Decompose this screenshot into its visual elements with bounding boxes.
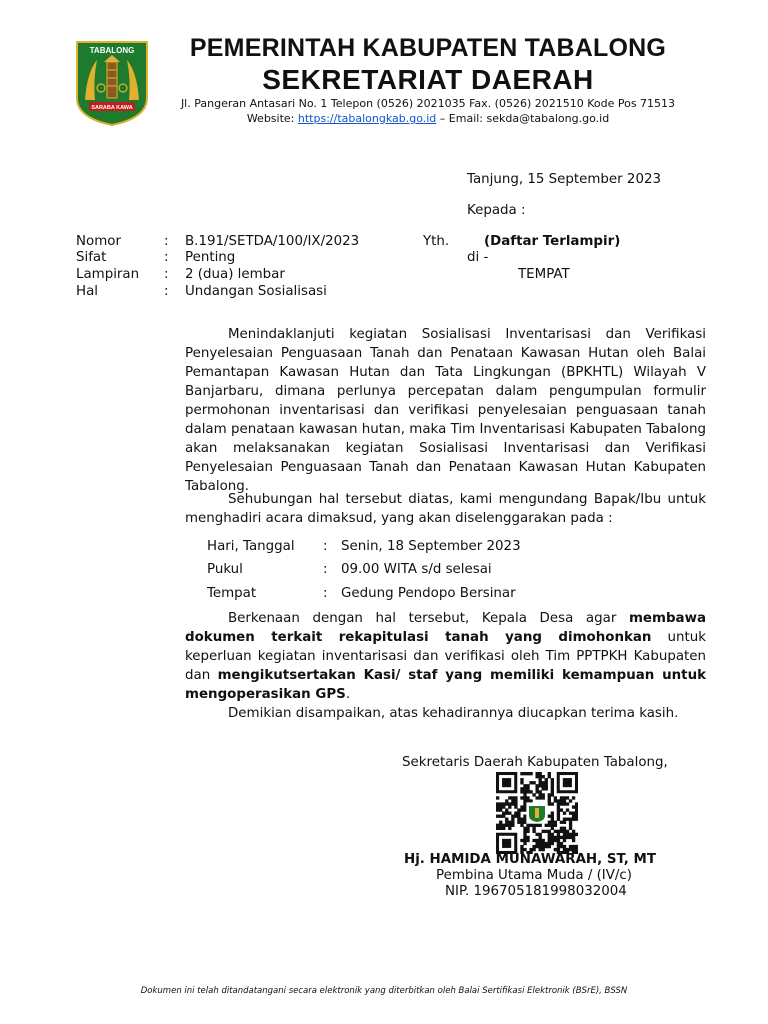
recipient-yth: Yth. — [423, 234, 450, 249]
signatory-name: Hj. HAMIDA MUNAWARAH, ST, MT — [404, 852, 656, 867]
p2-line: Sehubungan hal tersebut diatas, kami mengundang Bapak/Ibu untuk — [228, 492, 706, 507]
p3-bold: mengoperasikan GPS — [185, 687, 346, 702]
meta-hal-value: Undangan Sosialisasi — [185, 284, 327, 299]
to-label: Kepada : — [467, 203, 526, 218]
signature-title: Sekretaris Daerah Kabupaten Tabalong, — [402, 755, 668, 770]
detail-place-label: Tempat — [207, 586, 257, 601]
meta-lampiran-colon: : — [164, 267, 169, 282]
p1-line: Banjarbaru, dimana perlunya percepatan dalam pengumpulan formulir — [185, 384, 706, 399]
letterhead-line-1: PEMERINTAH KABUPATEN TABALONG — [189, 34, 667, 62]
p1-line: Penyelesaian Penguasaan Tanah dan Penataan Kawasan Hutan Kabupaten — [185, 460, 706, 475]
logo-text: TABALONG — [89, 46, 135, 55]
tabalong-logo — [75, 40, 149, 126]
p3-bold: mengikutsertakan Kasi/ staf yang memiliki kemampuan untuk — [217, 668, 707, 683]
p1-line: permohonan inventarisasi dan verifikasi penyelesaian penguasaan tanah — [185, 403, 706, 418]
paragraph-2 — [185, 490, 706, 528]
p1-line: akan melaksanakan kegiatan Sosialisasi Inventarisasi dan Verifikasi — [185, 441, 706, 456]
p3-text: keperluan kegiatan inventarisasi dan verifikasi oleh Tim PPTPKH Kabupaten — [185, 649, 706, 664]
meta-hal-colon: : — [164, 284, 169, 299]
letterhead-address: Jl. Pangeran Antasari No. 1 Telepon (0526) 2021035 Fax. (0526) 2021510 Kode Pos 71513 — [180, 97, 676, 110]
detail-place-colon: : — [323, 586, 328, 601]
p1-line: Pemantapan Kawasan Hutan dan Tata Lingkungan (BPKHTL) Wilayah V — [185, 365, 706, 380]
detail-time-label: Pukul — [207, 562, 243, 577]
logo-banner: SARABA KAWA — [91, 105, 133, 111]
meta-sifat-label: Sifat — [76, 250, 107, 265]
p1-line: Tabalong. — [185, 479, 250, 494]
detail-day-colon: : — [323, 539, 328, 554]
detail-day-label: Hari, Tanggal — [207, 539, 295, 554]
meta-sifat-colon: : — [164, 250, 169, 265]
detail-time-colon: : — [323, 562, 328, 577]
qr-code — [496, 772, 578, 854]
email-text: – Email: sekda@tabalong.go.id — [436, 112, 610, 125]
recipient-name: (Daftar Terlampir) — [484, 234, 621, 249]
meta-nomor-colon: : — [164, 234, 169, 249]
detail-time-value: 09.00 WITA s/d selesai — [341, 562, 492, 577]
p3-bold: membawa — [628, 611, 706, 626]
p1-line: dalam penataan kawasan hutan, maka Tim Inventarisasi Kabupaten Tabalong — [185, 422, 706, 437]
meta-hal-label: Hal — [76, 284, 98, 299]
meta-nomor-label: Nomor — [76, 234, 121, 249]
recipient-place: TEMPAT — [518, 267, 570, 282]
p3-bold: dokumen terkait rekapitulasi tanah yang dimohonkan — [185, 630, 652, 645]
paragraph-1 — [185, 325, 706, 496]
p3-text: Berkenaan dengan hal tersebut, Kepala Desa agar — [228, 611, 629, 626]
meta-sifat-value: Penting — [185, 250, 236, 265]
signatory-nip: NIP. 196705181998032004 — [445, 884, 627, 899]
p1-line: Menindaklanjuti kegiatan Sosialisasi Inventarisasi dan Verifikasi — [228, 327, 706, 342]
letterhead-contact — [160, 112, 696, 125]
recipient-di: di - — [467, 250, 489, 265]
p3-text: . — [345, 687, 351, 702]
detail-place-value: Gedung Pendopo Bersinar — [341, 586, 516, 601]
signatory-rank: Pembina Utama Muda / (IV/c) — [436, 868, 633, 883]
paragraph-3 — [185, 609, 706, 704]
p1-line: Penyelesaian Penguasaan Tanah dan Penataan Kawasan Hutan oleh Balai — [185, 346, 706, 361]
place-date: Tanjung, 15 September 2023 — [467, 172, 662, 187]
footer-note: Dokumen ini telah ditandatangani secara elektronik yang diterbitkan oleh Balai Sertifikasi Elektronik (BSrE), BSSN — [140, 986, 628, 996]
p2-line: menghadiri acara dimaksud, yang akan diselenggarakan pada : — [185, 511, 613, 526]
meta-lampiran-value: 2 (dua) lembar — [185, 267, 285, 282]
p3-text: untuk — [667, 630, 706, 645]
detail-day-value: Senin, 18 September 2023 — [341, 539, 521, 554]
p4-text: Demikian disampaikan, atas kehadirannya diucapkan terima kasih. — [228, 706, 679, 721]
p3-text: dan — [185, 668, 218, 683]
paragraph-4 — [185, 704, 706, 723]
meta-lampiran-label: Lampiran — [76, 267, 140, 282]
meta-nomor-value: B.191/SETDA/100/IX/2023 — [185, 234, 360, 249]
letterhead-line-2: SEKRETARIAT DAERAH — [262, 64, 594, 95]
website-label: Website: — [246, 112, 298, 125]
website-link[interactable]: https://tabalongkab.go.id — [297, 112, 437, 125]
